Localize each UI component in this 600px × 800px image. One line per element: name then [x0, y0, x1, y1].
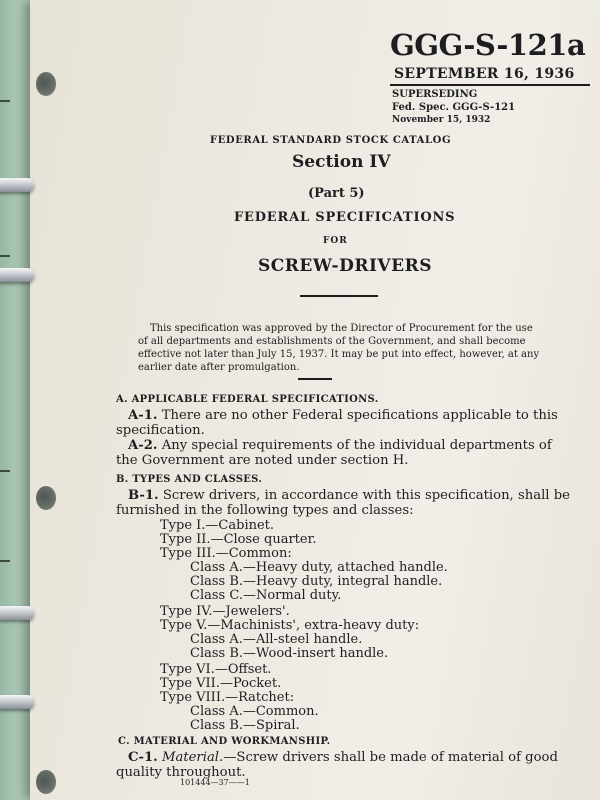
- approval-line: effective not later than July 15, 1937. It may be put into effect, however, at any: [138, 349, 540, 360]
- clause-text: Any special requirements of the individual departments of: [161, 438, 552, 453]
- subject-title: SCREW-DRIVERS: [258, 256, 432, 276]
- sheet-mark: [0, 470, 10, 472]
- class-item: Class A.—Common.: [190, 704, 319, 719]
- type-item: Type II.—Close quarter.: [160, 532, 317, 547]
- binder-ring-icon: [0, 695, 34, 709]
- catalog-title: FEDERAL STANDARD STOCK CATALOG: [210, 135, 452, 146]
- approval-divider: [298, 378, 332, 380]
- clause-text: Screw drivers, in accordance with this specification, shall be: [162, 488, 570, 503]
- print-code: 101444—37——1: [180, 778, 250, 787]
- sheet-mark: [0, 255, 10, 257]
- section-heading-a: A. APPLICABLE FEDERAL SPECIFICATIONS.: [116, 394, 379, 405]
- class-item: Class A.—All-steel handle.: [190, 632, 363, 647]
- superseding-label: SUPERSEDING: [392, 89, 478, 100]
- type-item: Type VI.—Offset.: [160, 662, 272, 677]
- class-item: Class A.—Heavy duty, attached handle.: [190, 560, 448, 575]
- paragraph-line: [128, 408, 558, 423]
- clause-text: —Screw drivers shall be made of material of good: [223, 750, 558, 765]
- paragraph-line: [128, 488, 570, 503]
- superseded-spec: Fed. Spec. GGG-S-121: [392, 102, 516, 113]
- class-item: Class B.—Heavy duty, integral handle.: [190, 574, 443, 589]
- paragraph-line: specification.: [116, 423, 205, 438]
- type-item: Type V.—Machinists', extra-heavy duty:: [160, 618, 420, 633]
- section-title: Section IV: [292, 152, 391, 172]
- type-item: Type VII.—Pocket.: [160, 676, 282, 691]
- punch-hole-icon: [36, 486, 56, 510]
- for-label: FOR: [323, 236, 348, 246]
- type-item: Type IV.—Jewelers'.: [160, 604, 290, 619]
- section-heading-c: C. MATERIAL AND WORKMANSHIP.: [118, 736, 331, 747]
- clause-title: Material.: [161, 750, 224, 765]
- paragraph-line: [128, 750, 558, 765]
- title-divider: [300, 295, 378, 297]
- clause-label: A-2.: [128, 438, 158, 453]
- type-item: Type III.—Common:: [160, 546, 292, 561]
- part-title: (Part 5): [308, 186, 365, 201]
- approval-line: earlier date after promulgation.: [138, 362, 300, 373]
- binder-ring-icon: [0, 606, 34, 620]
- superseded-date: November 15, 1932: [392, 115, 491, 125]
- class-item: Class B.—Spiral.: [190, 718, 300, 733]
- header-rule: [390, 84, 590, 86]
- binder-ring-icon: [0, 268, 34, 282]
- specifications-title: FEDERAL SPECIFICATIONS: [234, 210, 456, 225]
- document-date: SEPTEMBER 16, 1936: [394, 66, 575, 82]
- class-item: Class C.—Normal duty.: [190, 588, 342, 603]
- binder-ring-icon: [0, 178, 34, 192]
- clause-label: B-1.: [128, 488, 159, 503]
- paragraph-line: [128, 438, 552, 453]
- section-heading-b: B. TYPES AND CLASSES.: [116, 474, 263, 485]
- class-item: Class B.—Wood-insert handle.: [190, 646, 389, 661]
- type-item: Type I.—Cabinet.: [160, 518, 275, 533]
- clause-label: C-1.: [128, 750, 158, 765]
- document-page: [30, 0, 600, 800]
- sheet-mark: [0, 560, 10, 562]
- punch-hole-icon: [36, 770, 56, 794]
- clause-text: There are no other Federal specifications applicable to this: [161, 408, 558, 423]
- clause-label: A-1.: [128, 408, 158, 423]
- type-item: Type VIII.—Ratchet:: [160, 690, 295, 705]
- approval-line: of all departments and establishments of the Government, and shall become: [138, 336, 526, 347]
- document-number: GGG-S-121a: [390, 28, 586, 62]
- paragraph-line: furnished in the following types and classes:: [116, 503, 414, 518]
- sheet-mark: [0, 100, 10, 102]
- paragraph-line: quality throughout.: [116, 765, 246, 780]
- paragraph-line: the Government are noted under section H.: [116, 453, 409, 468]
- approval-line: This specification was approved by the Director of Procurement for the use: [150, 323, 533, 334]
- punch-hole-icon: [36, 72, 56, 96]
